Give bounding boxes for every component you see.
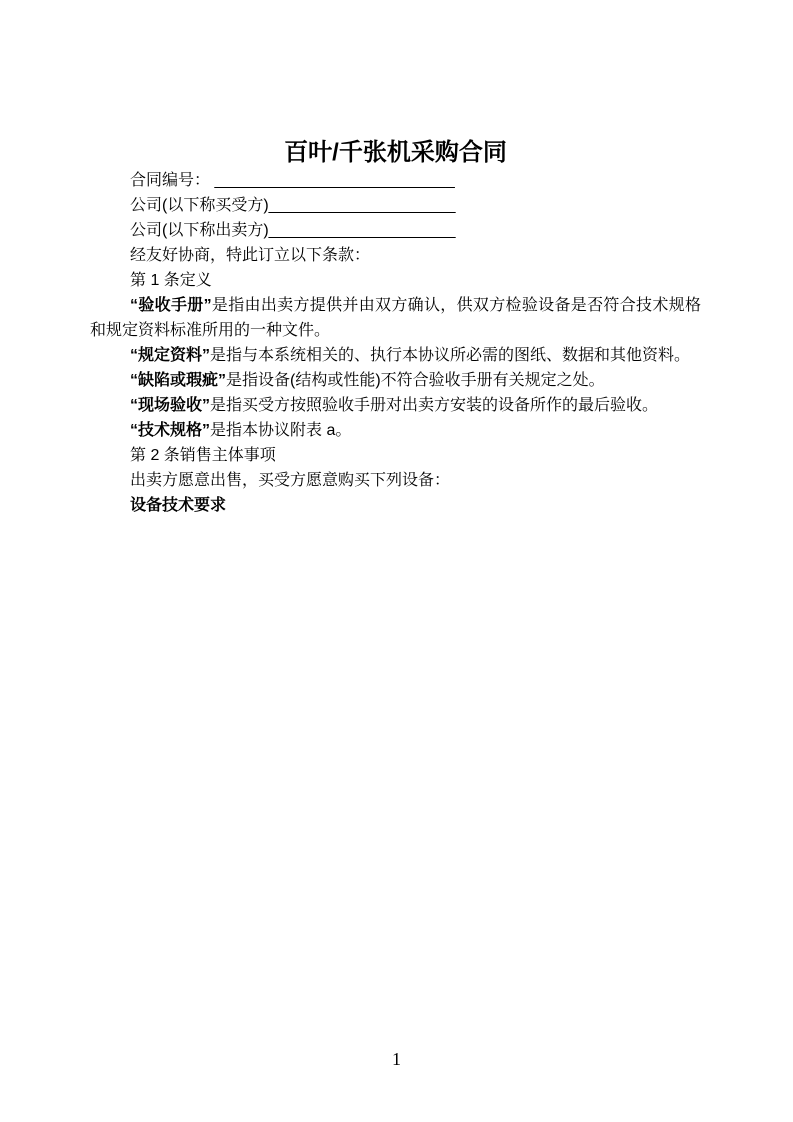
equipment-requirements-heading: 设备技术要求 (130, 497, 227, 514)
document-content (90, 0, 701, 518)
definition-term: “缺陷或瑕疵” (130, 372, 227, 389)
definition-term: “现场验收” (130, 397, 211, 414)
article-2-heading: 第 2 条销售主体事项 (130, 447, 276, 464)
definition-term: “技术规格” (130, 422, 211, 439)
seller-company-blank: _____________________ (268, 222, 456, 239)
definition-text: 是指与本系统相关的、执行本协议所必需的图纸、数据和其他资料。 (210, 347, 691, 364)
buyer-company-blank: _____________________ (268, 197, 456, 214)
definition-term: “规定资料” (130, 347, 211, 364)
article-1-heading: 第 1 条定义 (130, 272, 212, 289)
definition-specified-data (90, 343, 701, 368)
document-title: 百叶/千张机采购合同 (284, 139, 507, 166)
buyer-company-label: 公司(以下称买受方) (130, 197, 269, 214)
definition-defect (90, 368, 701, 393)
definition-text: 是指买受方按照验收手册对出卖方安装的设备所作的最后验收。 (210, 397, 659, 414)
contract-number-line (90, 168, 701, 193)
article-2-body: 出卖方愿意出售，买受方愿意购买下列设备： (130, 472, 451, 489)
buyer-company-line (90, 193, 701, 218)
agreement-intro: 经友好协商，特此订立以下条款： (130, 247, 371, 264)
contract-number-blank: ___________________________ (214, 172, 455, 189)
definition-text: 是指由出卖方提供并由双方确认，供双方检验设备是否符合技术规格和规定资料标准所用的一种文件。 (90, 297, 701, 339)
contract-number-label: 合同编号： (130, 172, 211, 189)
seller-company-line (90, 218, 701, 243)
page-number: 1 (392, 1049, 401, 1069)
seller-company-label: 公司(以下称出卖方) (130, 222, 269, 239)
definition-site-acceptance (90, 393, 701, 418)
definition-acceptance-manual (90, 293, 701, 343)
definition-technical-spec (90, 418, 701, 443)
definition-text: 是指设备(结构或性能)不符合验收手册有关规定之处。 (226, 372, 605, 389)
definition-term: “验收手册” (130, 297, 212, 314)
definition-text: 是指本协议附表 a。 (210, 422, 352, 439)
